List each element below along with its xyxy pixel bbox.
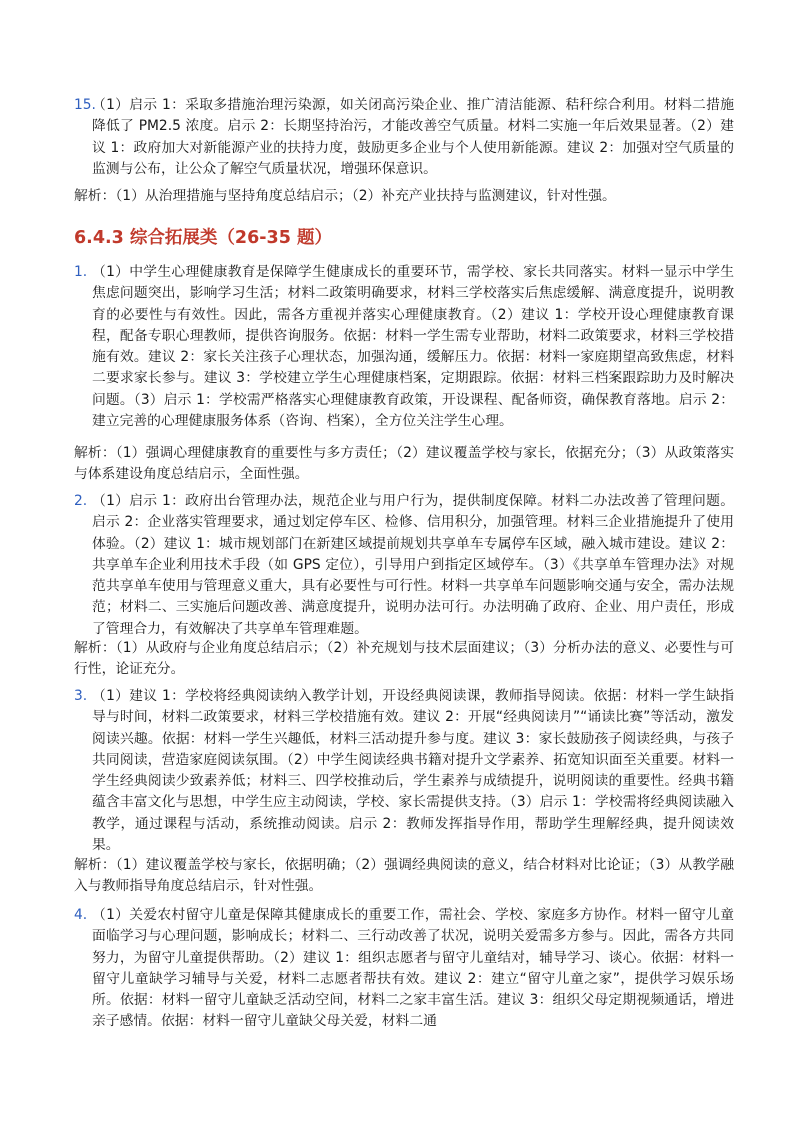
analysis-3: 解析：（1）建议覆盖学校与家长，依据明确；（2）强调经典阅读的意义，结合材料对比论证；（3）从教学融入与教师指导角度总结启示，针对性强。: [74, 857, 734, 895]
analysis-15: 解析：（1）从治理措施与坚持角度总结启示；（2）补充产业扶持与监测建议，针对性强。: [74, 188, 616, 204]
analysis-2: 解析：（1）从政府与企业角度总结启示；（2）补充规划与技术层面建议；（3）分析办法的意义、必要性与可行性，论证充分。: [74, 640, 734, 678]
item-number: 4.: [74, 907, 88, 923]
item-number: 15.: [74, 97, 96, 113]
list-item-15: [74, 95, 734, 180]
list-item-2: [74, 491, 734, 640]
item-text: （1）关爱农村留守儿童是保障其健康成长的重要工作，需社会、学校、家庭多方协作。材料一留守儿童面临学习与心理问题，影响成长；材料二、三行动改善了状况，说明关爱需多方参与。因此，需各方共同努力，为留守儿童提供帮助。（2）建议 1：组织志愿者与留守儿童结对，辅导学习、谈心。依据：材料一留守儿童缺学习辅导与关爱，材料二志愿者帮扶有效。建议 2：建立“留守儿童之家”，提供学习娱乐场所。依据：材料一留守儿童缺乏活动空间，材料二之家丰富生活。建议 3：组织父母定期视频通话，增进亲子感情。依据：材料一留守儿童缺父母关爱，材料二通: [92, 907, 734, 1030]
item-text: （1）中学生心理健康教育是保障学生健康成长的重要环节，需学校、家长共同落实。材料一显示中学生焦虑问题突出，影响学习生活；材料二政策明确要求，材料三学校落实后焦虑缓解、满意度提升，说明教育的必要性与有效性。因此，需各方重视并落实心理健康教育。（2）建议 1：学校开设心理健康教育课程，配备专职心理教师，提供咨询服务。依据：材料一学生需专业帮助，材料二政策要求，材料三学校措施有效。建议 2：家长关注孩子心理状态，加强沟通，缓解压力。依据：材料一家庭期望高致焦虑，材料二要求家长参与。建议 3：学校建立学生心理健康档案，定期跟踪。依据：材料三档案跟踪助力及时解决问题。（3）启示 1：学校需严格落实心理健康教育政策，开设课程、配备师资，确保教育落地。启示 2：建立完善的心理健康服务体系（咨询、档案），全方位关注学生心理。: [92, 264, 734, 430]
list-item-4: [74, 905, 734, 1033]
item-text: （1）启示 1：政府出台管理办法，规范企业与用户行为，提供制度保障。材料二办法改善了管理问题。启示 2：企业落实管理要求，通过划定停车区、检修、信用积分，加强管理。材料三企业措施提升了使用体验。（2）建议 1：城市规划部门在新建区域提前规划共享单车专属停车区域，融入城市建设。建议 2：共享单车企业利用技术手段（如 GPS 定位），引导用户到指定区域停车。（3）《共享单车管理办法》对规范共享单车使用与管理意义重大，具有必要性与可行性。材料一共享单车问题影响交通与安全，需办法规范；材料二、三实施后问题改善、满意度提升，说明办法可行。办法明确了政府、企业、用户责任，形成了管理合力，有效解决了共享单车管理难题。: [92, 493, 734, 637]
item-text: （1）启示 1：采取多措施治理污染源，如关闭高污染企业、推广清洁能源、秸秆综合利用。材料二措施降低了 PM2.5 浓度。启示 2：长期坚持治污，才能改善空气质量。材料二实施一年后效果显著。（2）建议 1：政府加大对新能源产业的扶持力度，鼓励更多企业与个人使用新能源。建议 2：加强对空气质量的监测与公布，让公众了解空气质量状况，增强环保意识。: [92, 97, 734, 177]
list-item-3: [74, 686, 734, 856]
item-text: （1）建议 1：学校将经典阅读纳入教学计划，开设经典阅读课，教师指导阅读。依据：材料一学生缺指导与时间，材料二政策要求，材料三学校措施有效。建议 2：开展“经典阅读月”“诵读比赛”等活动，激发阅读兴趣。依据：材料一学生兴趣低，材料三活动提升参与度。建议 3：家长鼓励孩子阅读经典，与孩子共同阅读，营造家庭阅读氛围。（2）中学生阅读经典书籍对提升文学素养、拓宽知识面至关重要。材料一学生经典阅读少致素养低；材料三、四学校推动后，学生素养与成绩提升，说明阅读的重要性。经典书籍蕴含丰富文化与思想，中学生应主动阅读，学校、家长需提供支持。（3）启示 1：学校需将经典阅读融入教学，通过课程与活动，系统推动阅读。启示 2：教师发挥指导作用，帮助学生理解经典，提升阅读效果。: [92, 688, 734, 854]
list-item-1: [74, 262, 734, 432]
item-number: 1.: [74, 264, 88, 280]
analysis-1: 解析：（1）强调心理健康教育的重要性与多方责任；（2）建议覆盖学校与家长，依据充分；（3）从政策落实与体系建设角度总结启示，全面性强。: [74, 445, 734, 483]
item-number: 3.: [74, 688, 88, 704]
section-heading: 6.4.3 综合拓展类（26-35 题）: [74, 228, 332, 248]
item-number: 2.: [74, 493, 88, 509]
